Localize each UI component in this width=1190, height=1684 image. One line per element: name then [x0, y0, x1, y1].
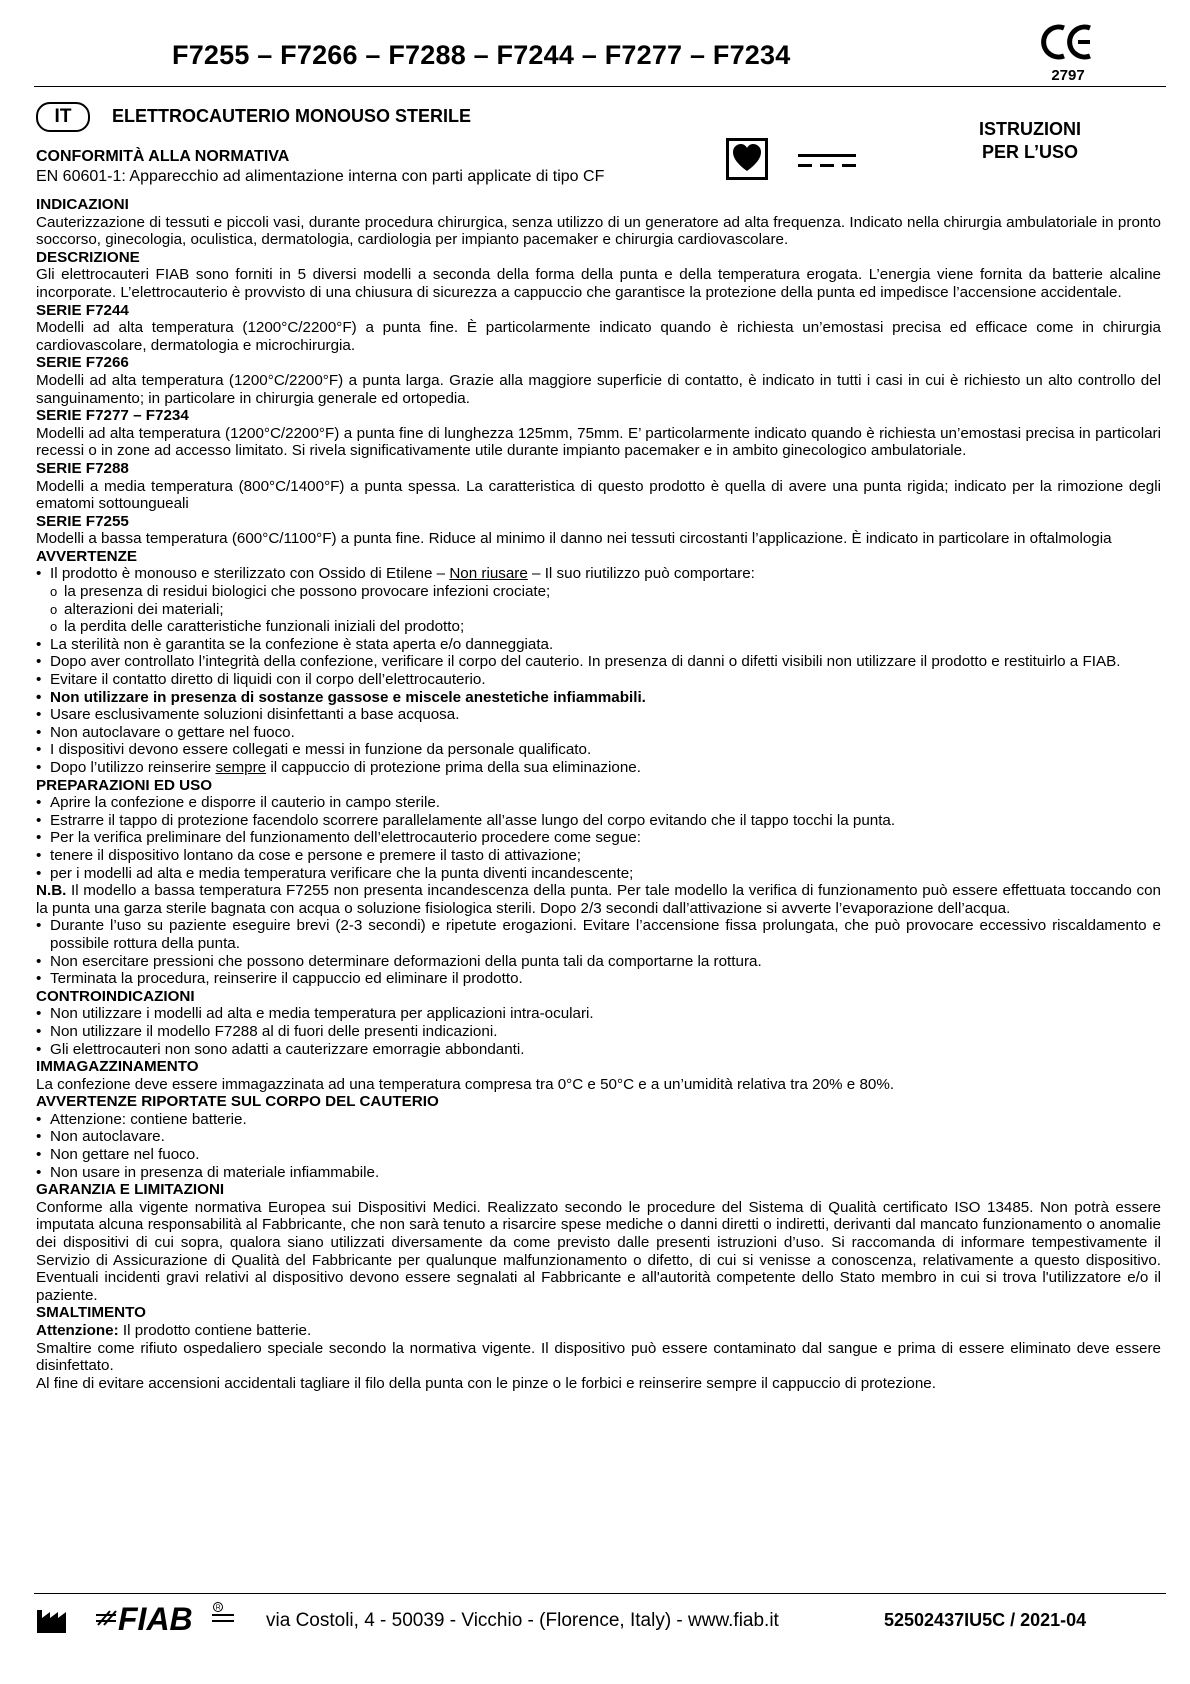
section-text-immagazzinamento: La confezione deve essere immagazzinata ad una temperatura compresa tra 0°C e 50°C e a un’umidità relativa tra 20% e 80%. — [36, 1075, 895, 1093]
list-item: • per i modelli ad alta e media temperatura verificare che la punta diventi incandescente; — [36, 865, 1161, 883]
sub-list-item: o la perdita delle caratteristiche funzionali iniziali del prodotto; — [36, 618, 1161, 636]
preparazioni-list-2 — [36, 917, 1161, 987]
section-text-descrizione: Gli elettrocauteri FIAB sono forniti in 5 diversi modelli a seconda della forma della punta e della temperatura erogata. L’energia viene fornita da batterie alcaline incorporate. L’elettrocauterio è provvisto di una chiusura di sicurezza a cappuccio che garantisce la protezione della punta ed impedisce l’accensione accidentale. — [36, 266, 1161, 301]
conformity-title: CONFORMITÀ ALLA NORMATIVA — [36, 148, 290, 165]
list-item: • La sterilità non è garantita se la confezione è stata aperta e/o danneggiata. — [36, 636, 1161, 654]
instructions-label — [940, 118, 1120, 164]
list-item: • Aprire la confezione e disporre il cauterio in campo sterile. — [36, 794, 1161, 812]
instructions-label-line2: PER L’USO — [981, 142, 1079, 162]
notified-body-number: 2797 — [1051, 67, 1085, 84]
series-text-f7266: Modelli ad alta temperatura (1200°C/2200°F) a punta larga. Grazie alla maggiore superficie di contatto, è indicato in tutti i casi in cui è richiesto un alto controllo del sanguinamento; in particolare in chirurgia generale ed ortopedia. — [36, 371, 1161, 407]
cf-heart-icon — [726, 138, 768, 180]
section-title-avvertenze: AVVERTENZE — [36, 547, 137, 565]
avvertenze-corpo-list — [36, 1111, 1161, 1181]
series-title-f7255: SERIE F7255 — [36, 512, 129, 530]
section-title-controindicazioni: CONTROINDICAZIONI — [36, 987, 195, 1005]
list-item: • Non gettare nel fuoco. — [36, 1146, 1161, 1164]
series-text-f7244: Modelli ad alta temperatura (1200°C/2200°F) a punta fine. È particolarmente indicato quando è richiesta un’emostasi precisa ed efficace come in chirurgia cardiovascolare, dermatologia e microchirurgia. — [36, 319, 1161, 354]
section-title-preparazioni: PREPARAZIONI ED USO — [36, 776, 213, 794]
direct-current-icon — [796, 152, 858, 170]
list-item: • I dispositivi devono essere collegati e messi in funzione da personale qualificato. — [36, 741, 1161, 759]
preparazioni-list — [36, 794, 1161, 882]
list-item: • Gli elettrocauteri non sono adatti a cauterizzare emorragie abbondanti. — [36, 1041, 1161, 1059]
sub-list-item: o alterazioni dei materiali; — [36, 601, 1161, 619]
list-item: • Per la verifica preliminare del funzionamento dell’elettrocauterio procedere come segue: — [36, 829, 1161, 847]
conformity-text: EN 60601-1: Apparecchio ad alimentazione interna con parti applicate di tipo CF — [36, 168, 605, 185]
list-item: • Non autoclavare o gettare nel fuoco. — [36, 724, 1161, 742]
section-text-garanzia: Conforme alla vigente normativa Europea sui Dispositivi Medici. Realizzato secondo le procedure del Sistema di Qualità certificato ISO 13485. Non potrà essere imputata alcuna responsabilità al Fabbricante, che non sarà tenuto a risarcire spese mediche o danni diretti o indiretti, derivanti dal mancato funzionamento o anomalie dei dispositivi di cui sopra, qualora siano utilizzati diversamente da come previsto dalle presenti istruzioni d’uso. Si raccomanda di informare tempestivamente il Servizio di Assicurazione di Qualità del Fabbricante per qualunque malfunzionamento o difetto, di cui si venisse a conoscenza, relativamente a questo dispositivo. Eventuali incidenti gravi relativi al dispositivo devono essere segnalati al Fabbricante e all'autorità competente dello Stato membro in cui si trova l'utilizzatore e/o il paziente. — [36, 1198, 1161, 1304]
document-body — [36, 196, 1161, 1392]
series-title-f7288: SERIE F7288 — [36, 459, 129, 477]
ce-mark-icon — [1040, 22, 1096, 62]
list-item: • Attenzione: contiene batterie. — [36, 1111, 1161, 1129]
list-item: • Non usare in presenza di materiale infiammabile. — [36, 1164, 1161, 1182]
list-item: • Non autoclavare. — [36, 1128, 1161, 1146]
series-title-f7244: SERIE F7244 — [36, 301, 129, 319]
list-item: • Non esercitare pressioni che possono determinare deformazioni della punta tali da comportarne la rottura. — [36, 953, 1161, 971]
list-item: • Non utilizzare i modelli ad alta e media temperatura per applicazioni intra-oculari. — [36, 1005, 1161, 1023]
list-item-warning: • Non utilizzare in presenza di sostanze gassose e miscele anestetiche infiammabili. — [36, 689, 1161, 707]
list-item: • Non utilizzare il modello F7288 al di fuori delle presenti indicazioni. — [36, 1023, 1161, 1041]
list-item: • Evitare il contatto diretto di liquidi con il corpo dell’elettrocauterio. — [36, 671, 1161, 689]
smaltimento-attention: Attenzione: Il prodotto contiene batterie. — [36, 1322, 312, 1339]
series-title-f7277-f7234: SERIE F7277 – F7234 — [36, 407, 189, 425]
list-item: • Durante l’uso su paziente eseguire brevi (2-3 secondi) e ripetute erogazioni. Evitare l’accensione fissa prolungata, che può provocare eccessivo riscaldamento e possibile rottura della punta. — [36, 917, 1161, 952]
section-title-smaltimento: SMALTIMENTO — [36, 1304, 146, 1322]
list-item: • Usare esclusivamente soluzioni disinfettanti a base acquosa. — [36, 706, 1161, 724]
language-badge: IT — [36, 102, 90, 132]
svg-text:R: R — [215, 1604, 221, 1612]
svg-text:FIAB: FIAB — [118, 1601, 193, 1637]
section-text-indicazioni: Cauterizzazione di tessuti e piccoli vasi, durante procedura chirurgica, senza utilizzo di un generatore ad alta frequenza. Indicato nella chirurgia ambulatoriale in pronto soccorso, ginecologia, oculistica, dermatologia, cardiologia per impianto pacemaker e chirurgia cardiovascolare. — [36, 213, 1161, 249]
header-divider — [34, 86, 1166, 87]
list-item: • Estrarre il tappo di protezione facendolo scorrere parallelamente all’asse lungo del corpo evitando che il tappo tocchi la punta. — [36, 812, 1161, 830]
section-title-descrizione: DESCRIZIONE — [36, 248, 140, 266]
nb-note: N.B. Il modello a bassa temperatura F7255 non presenta incandescenza della punta. Per tale modello la verifica di funzionamento può essere effettuata toccando con la punta una garza sterile bagnata con acqua o soluzione fisiologica sterili. Dopo 2/3 secondi dall’attivazione si avverte l’evaporazione dell’acqua. — [36, 882, 1161, 917]
controindicazioni-list — [36, 1005, 1161, 1058]
series-text-f7277-f7234: Modelli ad alta temperatura (1200°C/2200°F) a punta fine di lunghezza 125mm, 75mm. E’ particolarmente indicato quando è richiesta un’emostasi precisa in particolari recessi o in zone ad accesso limitato. Si rivela significativamente utile durante impianto pacemaker e in ambito ginecologico ambulatoriale. — [36, 424, 1161, 460]
fiab-logo — [94, 1601, 244, 1637]
list-item: • tenere il dispositivo lontano da cose e persone e premere il tasto di attivazione; — [36, 847, 1161, 865]
sub-list-item: o la presenza di residui biologici che possono provocare infezioni crociate; — [36, 583, 1161, 601]
document-code: 52502437IU5C / 2021-04 — [884, 1610, 1087, 1630]
list-item: • Dopo l’utilizzo reinserire sempre il cappuccio di protezione prima della sua eliminazione. — [36, 759, 1161, 777]
list-item: • Dopo aver controllato l’integrità della confezione, verificare il corpo del cauterio. In presenza di danni o difetti visibili non utilizzare il prodotto e restituirlo a FIAB. — [36, 653, 1161, 671]
section-title-immagazzinamento: IMMAGAZZINAMENTO — [36, 1058, 199, 1076]
series-text-f7255: Modelli a bassa temperatura (600°C/1100°F) a punta fine. Riduce al minimo il danno nei tessuti circostanti l’applicazione. È indicato in particolare in oftalmologia — [36, 530, 1112, 548]
avvertenze-list — [36, 565, 1161, 776]
document-title: F7255 – F7266 – F7288 – F7244 – F7277 – F7234 — [172, 40, 791, 70]
instructions-label-line1: ISTRUZIONI — [979, 119, 1081, 139]
footer-divider — [34, 1593, 1166, 1594]
section-title-garanzia: GARANZIA E LIMITAZIONI — [36, 1181, 225, 1199]
series-text-f7288: Modelli a media temperatura (800°C/1400°F) a punta spessa. La caratteristica di questo prodotto è quella di avere una punta rigida; indicato per la rimozione degli ematomi sottoungueali — [36, 477, 1161, 513]
manufacturer-address: via Costoli, 4 - 50039 - Vicchio - (Florence, Italy) - www.fiab.it — [266, 1610, 779, 1631]
manufacturer-icon — [36, 1604, 70, 1634]
section-title-avvertenze-corpo: AVVERTENZE RIPORTATE SUL CORPO DEL CAUTERIO — [36, 1093, 439, 1111]
section-text-smaltimento-1: Smaltire come rifiuto ospedaliero speciale secondo la normativa vigente. Il dispositivo può essere contaminato dal sangue e prima di essere eliminato deve essere disinfettato. — [36, 1339, 1161, 1375]
list-item: • Terminata la procedura, reinserire il cappuccio ed eliminare il prodotto. — [36, 970, 1161, 988]
section-title-indicazioni: INDICAZIONI — [36, 196, 129, 213]
section-text-smaltimento-2: Al fine di evitare accensioni accidentali tagliare il filo della punta con le pinze o le forbici e reinserire sempre il cappuccio di protezione. — [36, 1374, 936, 1392]
list-item: • Il prodotto è monouso e sterilizzato con Ossido di Etilene – Non riusare – Il suo riutilizzo può comportare: — [36, 565, 1161, 583]
product-title: ELETTROCAUTERIO MONOUSO STERILE — [112, 106, 472, 126]
series-title-f7266: SERIE F7266 — [36, 354, 129, 372]
